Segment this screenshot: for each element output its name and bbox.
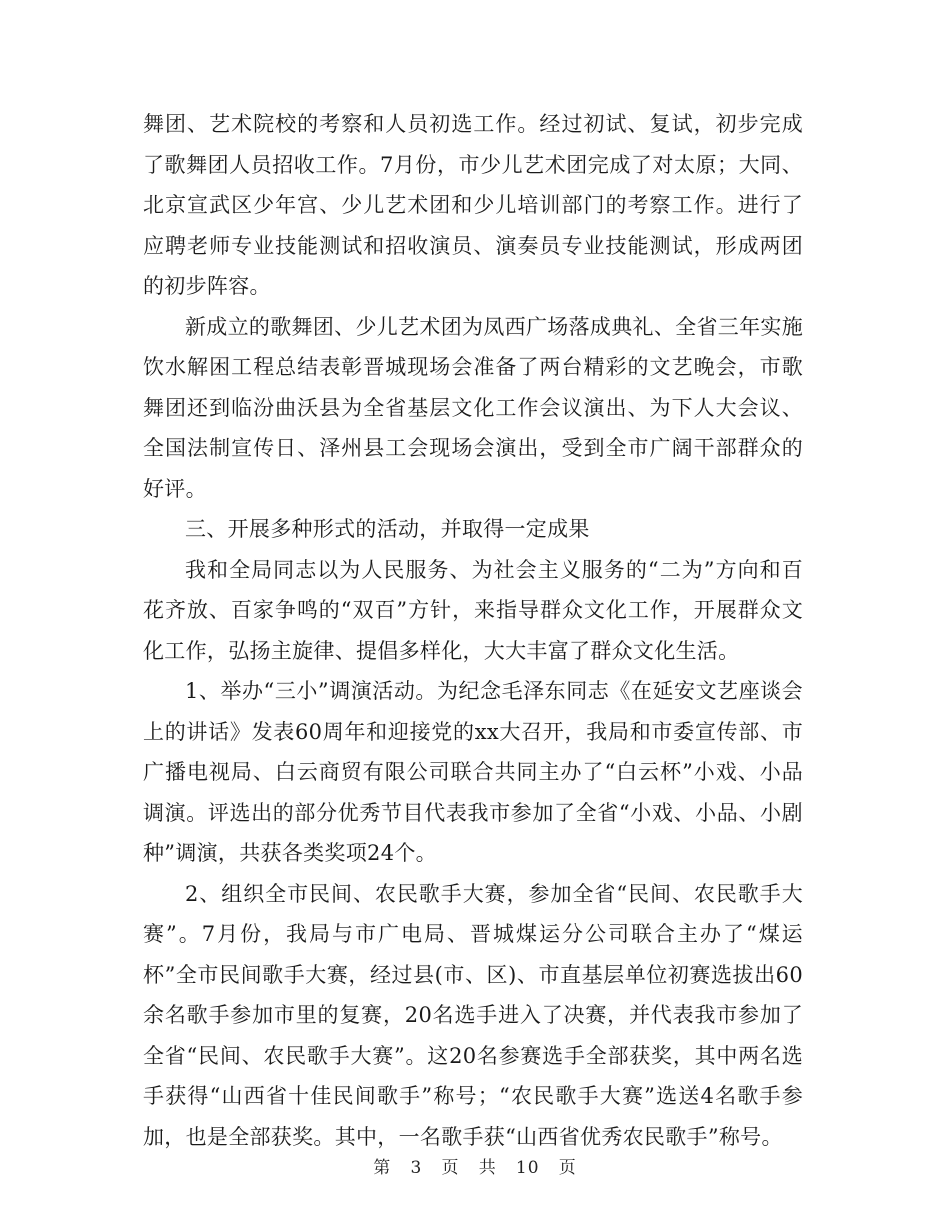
footer-label-unit-end: 页 (558, 1158, 577, 1178)
footer-total-pages: 10 (515, 1158, 540, 1178)
page-footer (0, 1153, 950, 1178)
footer-label-total: 共 (478, 1158, 497, 1178)
paragraph-1: 舞团、艺术院校的考察和人员初选工作。经过初试、复试，初步完成了歌舞团人员招收工作。7月份，市少儿艺术团完成了对太原；大同、北京宣武区少年宫、少儿艺术团和少儿培训部门的考察工作。进行了应聘老师专业技能测试和招收演员、演奏员专业技能测试，形成两团的初步阵容。 (143, 112, 803, 298)
footer-current-page: 3 (410, 1158, 423, 1178)
footer-label-unit: 页 (441, 1158, 460, 1178)
paragraph-5: 1、举办“三小”调演活动。为纪念毛泽东同志《在延安文艺座谈会上的讲话》发表60周年和迎接党的xx大召开，我局和市委宣传部、市广播电视局、白云商贸有限公司联合共同主办了“白云杯”小戏、小品调演。评选出的部分优秀节目代表我市参加了全省“小戏、小品、小剧种”调演，共获各类奖项24个。 (143, 679, 803, 865)
paragraph-6: 2、组织全市民间、农民歌手大赛，参加全省“民间、农民歌手大赛”。7月份，我局与市广电局、晋城煤运分公司联合主办了“煤运杯”全市民间歌手大赛，经过县(市、区)、市直基层单位初赛选拔出60余名歌手参加市里的复赛，20名选手进入了决赛，并代表我市参加了全省“民间、农民歌手大赛”。这20名参赛选手全部获奖，其中两名选手获得“山西省十佳民间歌手”称号；“农民歌手大赛”选送4名歌手参加，也是全部获奖。其中，一名歌手获“山西省优秀农民歌手”称号。 (143, 881, 803, 1149)
section-heading-3: 三、开展多种形式的活动，并取得一定成果 (185, 517, 590, 541)
paragraph-2: 新成立的歌舞团、少儿艺术团为凤西广场落成典礼、全省三年实施饮水解困工程总结表彰晋城现场会准备了两台精彩的文艺晚会，市歌舞团还到临汾曲沃县为全省基层文化工作会议演出、为下人大会议、全国法制宣传日、泽州县工会现场会演出，受到全市广阔干部群众的好评。 (143, 314, 803, 501)
footer-label-page: 第 (373, 1158, 392, 1178)
paragraph-4: 我和全局同志以为人民服务、为社会主义服务的“二为”方向和百花齐放、百家争鸣的“双百”方针，来指导群众文化工作，开展群众文化工作，弘扬主旋律、提倡多样化，大大丰富了群众文化生活。 (143, 557, 803, 663)
document-body (143, 104, 803, 1157)
